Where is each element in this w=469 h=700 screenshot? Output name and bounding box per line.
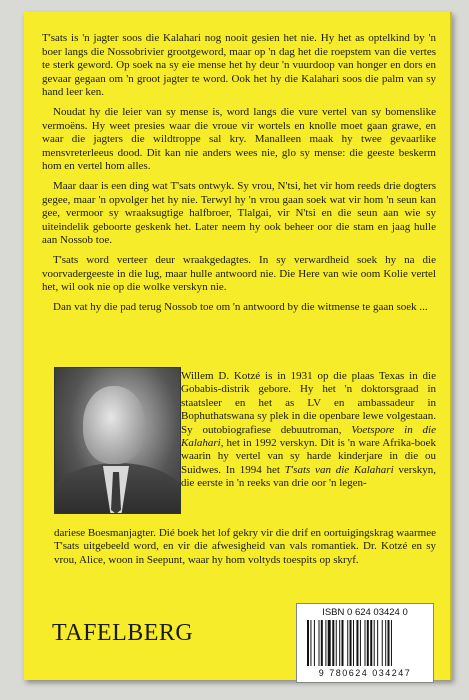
barcode-bar bbox=[382, 620, 383, 666]
barcode-bar bbox=[332, 620, 334, 666]
barcode-bar bbox=[310, 620, 311, 666]
blurb-paragraph-5: Dan vat hy die pad terug Nossob toe om 'n antwoord by die witmense te gaan soek ... bbox=[53, 300, 428, 313]
barcode-bar bbox=[370, 620, 372, 666]
barcode-bar bbox=[367, 620, 369, 666]
bio-book-title-2: T'sats van die Kalahari bbox=[284, 463, 394, 476]
barcode-bar bbox=[336, 620, 337, 666]
barcode-bar bbox=[342, 620, 344, 666]
barcode-bar bbox=[365, 620, 366, 666]
barcode-bar bbox=[374, 620, 375, 666]
bio-text-1: Willem D. Kotzé is in 1931 op die plaas Texas in die Gobabis-distrik gebore. Hy het 'n doktorsgraad in staatsleer en het as LV en ambassadeur in Bophuthatswana sy plek in die openbare lewe volgestaan. Sy outobiografiese debuutroman, bbox=[181, 370, 436, 436]
blurb-paragraph-1: T'sats is 'n jagter soos die Kalahari nog nooit gesien het nie. Hy het as optelkind by 'n boer langs die Nossobrivier grootgeword, maar op 'n dag het die roepstem van die vertes te sterk geword. Op soek na sy eie mense het hy deur 'n vuurdoop van honger en dors en gevaar gegaan om 'n groot jagter te word. Ook het hy die Kalahari soos die palm van sy hand leer ken. bbox=[42, 32, 436, 99]
barcode-bar bbox=[321, 620, 323, 666]
bio-book-title-1: Voetspore in die Kalahari bbox=[181, 423, 436, 450]
barcode-bar bbox=[360, 620, 361, 666]
barcode-bar bbox=[339, 620, 340, 666]
author-bio bbox=[181, 370, 436, 491]
barcode-bar bbox=[391, 620, 392, 666]
isbn-number: ISBN 0 624 03424 0 bbox=[322, 607, 408, 618]
bio-text-4: dariese Boesmanjagter. Dié boek het lof gekry vir die drif en oortuigingskrag waarmee T'sats uitgebeeld word, en vir die afwesigheid van vals romantiek. Dr. Kotzé en sy vrou, Alice, woon in Seepunt, waar hy hom voltyds toespits op skryf. bbox=[54, 527, 436, 566]
barcode-bar bbox=[314, 620, 315, 666]
bio-text-3: verskyn, die eerste in 'n reeks van drie oor 'n legen- bbox=[181, 463, 436, 490]
barcode-bar bbox=[319, 620, 320, 666]
barcode-bar bbox=[325, 620, 326, 666]
barcode-bar bbox=[356, 620, 358, 666]
book-back-cover bbox=[24, 12, 452, 680]
barcode-bar bbox=[385, 620, 386, 666]
blurb-paragraph-2: Noudat hy die leier van sy mense is, word langs die vure vertel van sy bomenslike vermoëns. Hy weet presies waar die vroue vir wortels en knolle moet gaan grawe, en waar die jagters die wildtroppe sal kry. Manalleen maak hy twee gevaarlike mensvreterleeus dood. Dit kan nie anders wees nie, glo sy mense: die geeste beskerm hom en vertel hom alles. bbox=[42, 105, 436, 173]
barcode-digits: 9 780624 034247 bbox=[318, 668, 412, 678]
publisher-logo: TAFELBERG bbox=[52, 620, 194, 646]
barcode-bar bbox=[388, 620, 390, 666]
barcode-label bbox=[296, 603, 434, 683]
barcode-bar bbox=[350, 620, 352, 666]
author-photo bbox=[54, 367, 181, 514]
barcode-icon bbox=[307, 620, 423, 666]
barcode-bar bbox=[347, 620, 348, 666]
bio-text-2: , het in 1992 verskyn. Dit is 'n ware Afrika-boek waarin hy vertel van sy harde kinderjare in die ou Suidwes. In 1994 het bbox=[181, 437, 436, 476]
barcode-bar bbox=[307, 620, 309, 666]
author-photo-face bbox=[83, 386, 145, 464]
barcode-bar bbox=[328, 620, 331, 666]
blurb-paragraph-4: T'sats word verteer deur wraakgedagtes. In sy verwardheid soek hy na die voorvadergeeste in die lug, maar hulle antwoord nie. Die Here van wie oom Kolie vertel het, wil ook nie op die wolke verskyn nie. bbox=[42, 253, 436, 294]
author-bio-continued bbox=[54, 527, 436, 567]
barcode-bar bbox=[377, 620, 378, 666]
blurb-text bbox=[42, 32, 436, 320]
barcode-bar bbox=[353, 620, 354, 666]
blurb-paragraph-3: Maar daar is een ding wat T'sats ontwyk. Sy vrou, N'tsi, het vir hom reeds drie dogters gegee, maar 'n opvolger het hy nie. Terwyl hy 'n vrou gaan soek wat vir hom 'n seun kan gee, vermoor sy wraaksugtige halfbroer, Tlalgai, vir N'tsi en die seun aan wie sy uiteindelik geboorte geskenk het. Later neem hy ook beheer oor die stam en jaag hulle aan Nossob toe. bbox=[42, 179, 436, 247]
